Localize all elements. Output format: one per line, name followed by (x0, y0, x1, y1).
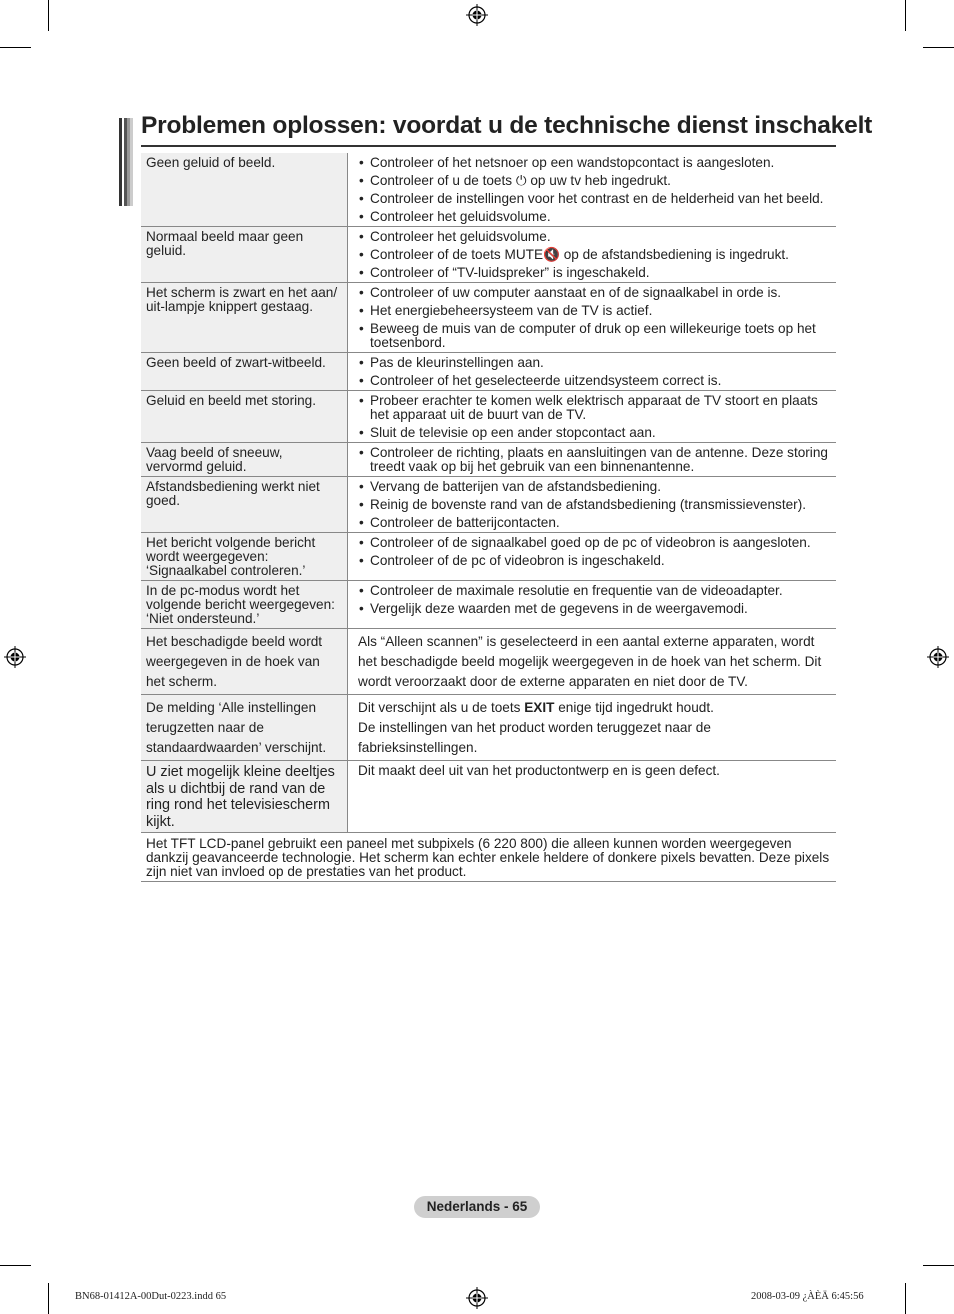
symptom-cell: Normaal beeld maar geen geluid. (141, 227, 348, 283)
solution-item: • Controleer de maximale resolutie en frequentie van de videoadapter. (358, 584, 832, 598)
symptom-cell: Het scherm is zwart en het aan/ uit-lampje knippert gestaag. (141, 283, 348, 353)
crop-mark (923, 1265, 954, 1266)
symptom-cell: In de pc-modus wordt het volgende bericht weergegeven: ‘Niet ondersteund.’ (141, 581, 348, 629)
print-info-right: 2008-03-09 ¿ÀÈÄ 6:45:56 (751, 1291, 864, 1302)
solution-cell (348, 695, 837, 761)
registration-mark-icon (927, 646, 949, 668)
solution-list (358, 446, 832, 474)
solution-cell (348, 227, 837, 283)
solution-item: • Controleer de richting, plaats en aansluitingen van de antenne. Deze storing treedt vaak op bij het gebruik van een binnenantenne. (358, 446, 832, 474)
solution-item: • Pas de kleurinstellingen aan. (358, 356, 832, 370)
symptom-cell: U ziet mogelijk kleine deeltjes als u dichtbij de rand van de ring rond het televisiescherm kijkt. (141, 761, 348, 833)
footnote: Het TFT LCD-panel gebruikt een paneel met subpixels (6 220 800) die alleen kunnen worden weergegeven dankzij geavanceerde technologie. Het scherm kan echter enkele heldere of donkere pixels bevatten. Deze pixels zijn niet van invloed op de prestaties van het product. (141, 833, 836, 882)
table-row (141, 227, 836, 283)
table-row (141, 443, 836, 477)
symptom-cell: Vaag beeld of sneeuw, vervormd geluid. (141, 443, 348, 477)
solution-text: enige tijd ingedrukt houdt. (554, 700, 714, 715)
solution-item: • Controleer of u de toets ⏻ op uw tv heb ingedrukt. (358, 174, 832, 188)
page-title: Problemen oplossen: voordat u de technische dienst inschakelt (141, 112, 873, 139)
solution-item: • Controleer de instellingen voor het contrast en de helderheid van het beeld. (358, 192, 832, 206)
symptom-cell: Geen beeld of zwart-witbeeld. (141, 353, 348, 391)
solution-list (358, 480, 832, 530)
table-row (141, 695, 836, 761)
table-row (141, 833, 836, 882)
solution-list (358, 356, 832, 388)
solution-cell (348, 283, 837, 353)
solution-item: • Controleer of de signaalkabel goed op de pc of videobron is aangesloten. (358, 536, 832, 550)
solution-item: • Het energiebeheersysteem van de TV is actief. (358, 304, 832, 318)
solution-item: • Controleer het geluidsvolume. (358, 210, 832, 224)
solution-item: • Controleer of de pc of videobron is ingeschakeld. (358, 554, 832, 568)
table-row (141, 283, 836, 353)
solution-item: • Controleer of het netsnoer op een wandstopcontact is aangesloten. (358, 156, 832, 170)
registration-mark-icon (466, 4, 488, 26)
solution-item: • Reinig de bovenste rand van de afstandsbediening (transmissievenster). (358, 498, 832, 512)
table-row (141, 153, 836, 227)
table-row (141, 761, 836, 833)
table-row (141, 533, 836, 581)
solution-cell (348, 353, 837, 391)
solution-cell: Dit maakt deel uit van het productontwerp en is geen defect. (348, 761, 837, 833)
registration-mark-icon (4, 646, 26, 668)
solution-item: • Controleer de batterijcontacten. (358, 516, 832, 530)
solution-list (358, 394, 832, 440)
solution-list (358, 230, 832, 280)
solution-line (358, 698, 832, 718)
page-number-badge: Nederlands - 65 (414, 1196, 540, 1218)
solution-item: • Controleer of de toets MUTE🔇 op de afstandsbediening is ingedrukt. (358, 248, 832, 262)
crop-mark (905, 1283, 906, 1314)
section-marker-bar (119, 118, 133, 206)
solution-cell: Als “Alleen scannen” is geselecteerd in een aantal externe apparaten, wordt het beschadigde beeld mogelijk weergegeven in de hoek van het scherm. Dit wordt veroorzaakt door de externe apparaten en niet door de TV. (348, 629, 837, 695)
table-row (141, 391, 836, 443)
solution-item: • Probeer erachter te komen welk elektrisch apparaat de TV stoort en plaats het apparaat uit de buurt van de TV. (358, 394, 832, 422)
solution-list (358, 156, 832, 224)
solution-item: • Vervang de batterijen van de afstandsbediening. (358, 480, 832, 494)
solution-cell (348, 533, 837, 581)
table-row (141, 581, 836, 629)
solution-cell (348, 391, 837, 443)
solution-list (358, 536, 832, 568)
symptom-cell: De melding ‘Alle instellingen terugzetten naar de standaardwaarden’ verschijnt. (141, 695, 348, 761)
solution-item: • Sluit de televisie op een ander stopcontact aan. (358, 426, 832, 440)
solution-item: • Controleer het geluidsvolume. (358, 230, 832, 244)
table-row (141, 353, 836, 391)
solution-line: De instellingen van het product worden teruggezet naar de fabrieksinstellingen. (358, 720, 711, 755)
solution-list (358, 584, 832, 616)
symptom-cell: Geluid en beeld met storing. (141, 391, 348, 443)
registration-mark-icon (466, 1287, 488, 1309)
solution-text: Dit verschijnt als u de toets (358, 700, 525, 715)
symptom-cell: Het beschadigde beeld wordt weergegeven in de hoek van het scherm. (141, 629, 348, 695)
title-underline (141, 145, 836, 147)
crop-mark (48, 1283, 49, 1314)
solution-item: • Beweeg de muis van de computer of druk op een willekeurige toets op het toetsenbord. (358, 322, 832, 350)
solution-cell (348, 153, 837, 227)
table-body (141, 153, 836, 629)
solution-item: • Controleer of het geselecteerde uitzendsysteem correct is. (358, 374, 832, 388)
exit-key-label: EXIT (524, 700, 555, 715)
troubleshooting-table (141, 153, 836, 882)
table-row (141, 477, 836, 533)
table-row (141, 629, 836, 695)
crop-mark (48, 0, 49, 31)
solution-item: • Controleer of “TV-luidspreker” is ingeschakeld. (358, 266, 832, 280)
solution-cell (348, 581, 837, 629)
solution-list (358, 286, 832, 350)
solution-item: • Controleer of uw computer aanstaat en of de signaalkabel in orde is. (358, 286, 832, 300)
solution-cell (348, 443, 837, 477)
solution-cell (348, 477, 837, 533)
print-info-left: BN68-01412A-00Dut-0223.indd 65 (75, 1291, 227, 1302)
crop-mark (0, 47, 31, 48)
symptom-cell: Geen geluid of beeld. (141, 153, 348, 227)
crop-mark (923, 47, 954, 48)
symptom-cell: Het bericht volgende bericht wordt weergegeven: ‘Signaalkabel controleren.’ (141, 533, 348, 581)
solution-item: • Vergelijk deze waarden met de gegevens in de weergavemodi. (358, 602, 832, 616)
symptom-cell: Afstandsbediening werkt niet goed. (141, 477, 348, 533)
crop-mark (0, 1265, 31, 1266)
crop-mark (905, 0, 906, 31)
